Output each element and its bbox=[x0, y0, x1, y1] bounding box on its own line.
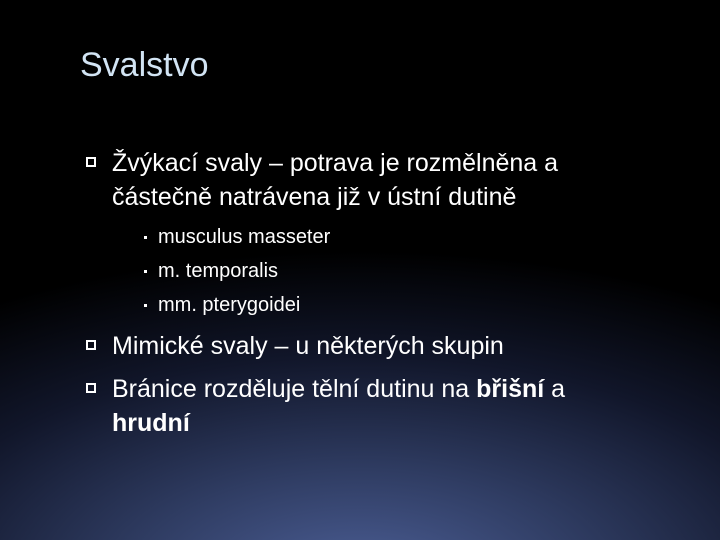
dot-bullet-icon bbox=[144, 236, 147, 239]
square-bullet-icon bbox=[86, 383, 96, 393]
slide-title: Svalstvo bbox=[80, 46, 209, 84]
bullet-text bbox=[112, 372, 565, 406]
bullet-text-part: Bránice rozděluje tělní dutinu na bbox=[112, 375, 477, 403]
bullet-text-part: a bbox=[544, 375, 566, 403]
sub-bullet-text: mm. pterygoidei bbox=[158, 294, 301, 316]
bullet-text: Žvýkací svaly – potrava je rozmělněna a bbox=[112, 149, 559, 177]
square-bullet-icon bbox=[86, 157, 96, 167]
bold-term: břišní bbox=[476, 375, 545, 403]
bold-term: hrudní bbox=[112, 409, 190, 437]
dot-bullet-icon bbox=[144, 304, 147, 307]
bullet-text: částečně natrávena již v ústní dutině bbox=[112, 183, 517, 211]
bullet-item bbox=[112, 146, 558, 214]
bullet-item bbox=[112, 329, 504, 363]
bullet-item bbox=[112, 372, 565, 440]
square-bullet-icon bbox=[86, 340, 96, 350]
dot-bullet-icon bbox=[144, 270, 147, 273]
sub-bullet-item bbox=[158, 292, 300, 318]
sub-bullet-text: musculus masseter bbox=[158, 226, 331, 248]
sub-bullet-item bbox=[158, 224, 330, 250]
bullet-text: Mimické svaly – u některých skupin bbox=[112, 332, 504, 360]
sub-bullet-item bbox=[158, 258, 278, 284]
sub-bullet-text: m. temporalis bbox=[158, 260, 279, 282]
